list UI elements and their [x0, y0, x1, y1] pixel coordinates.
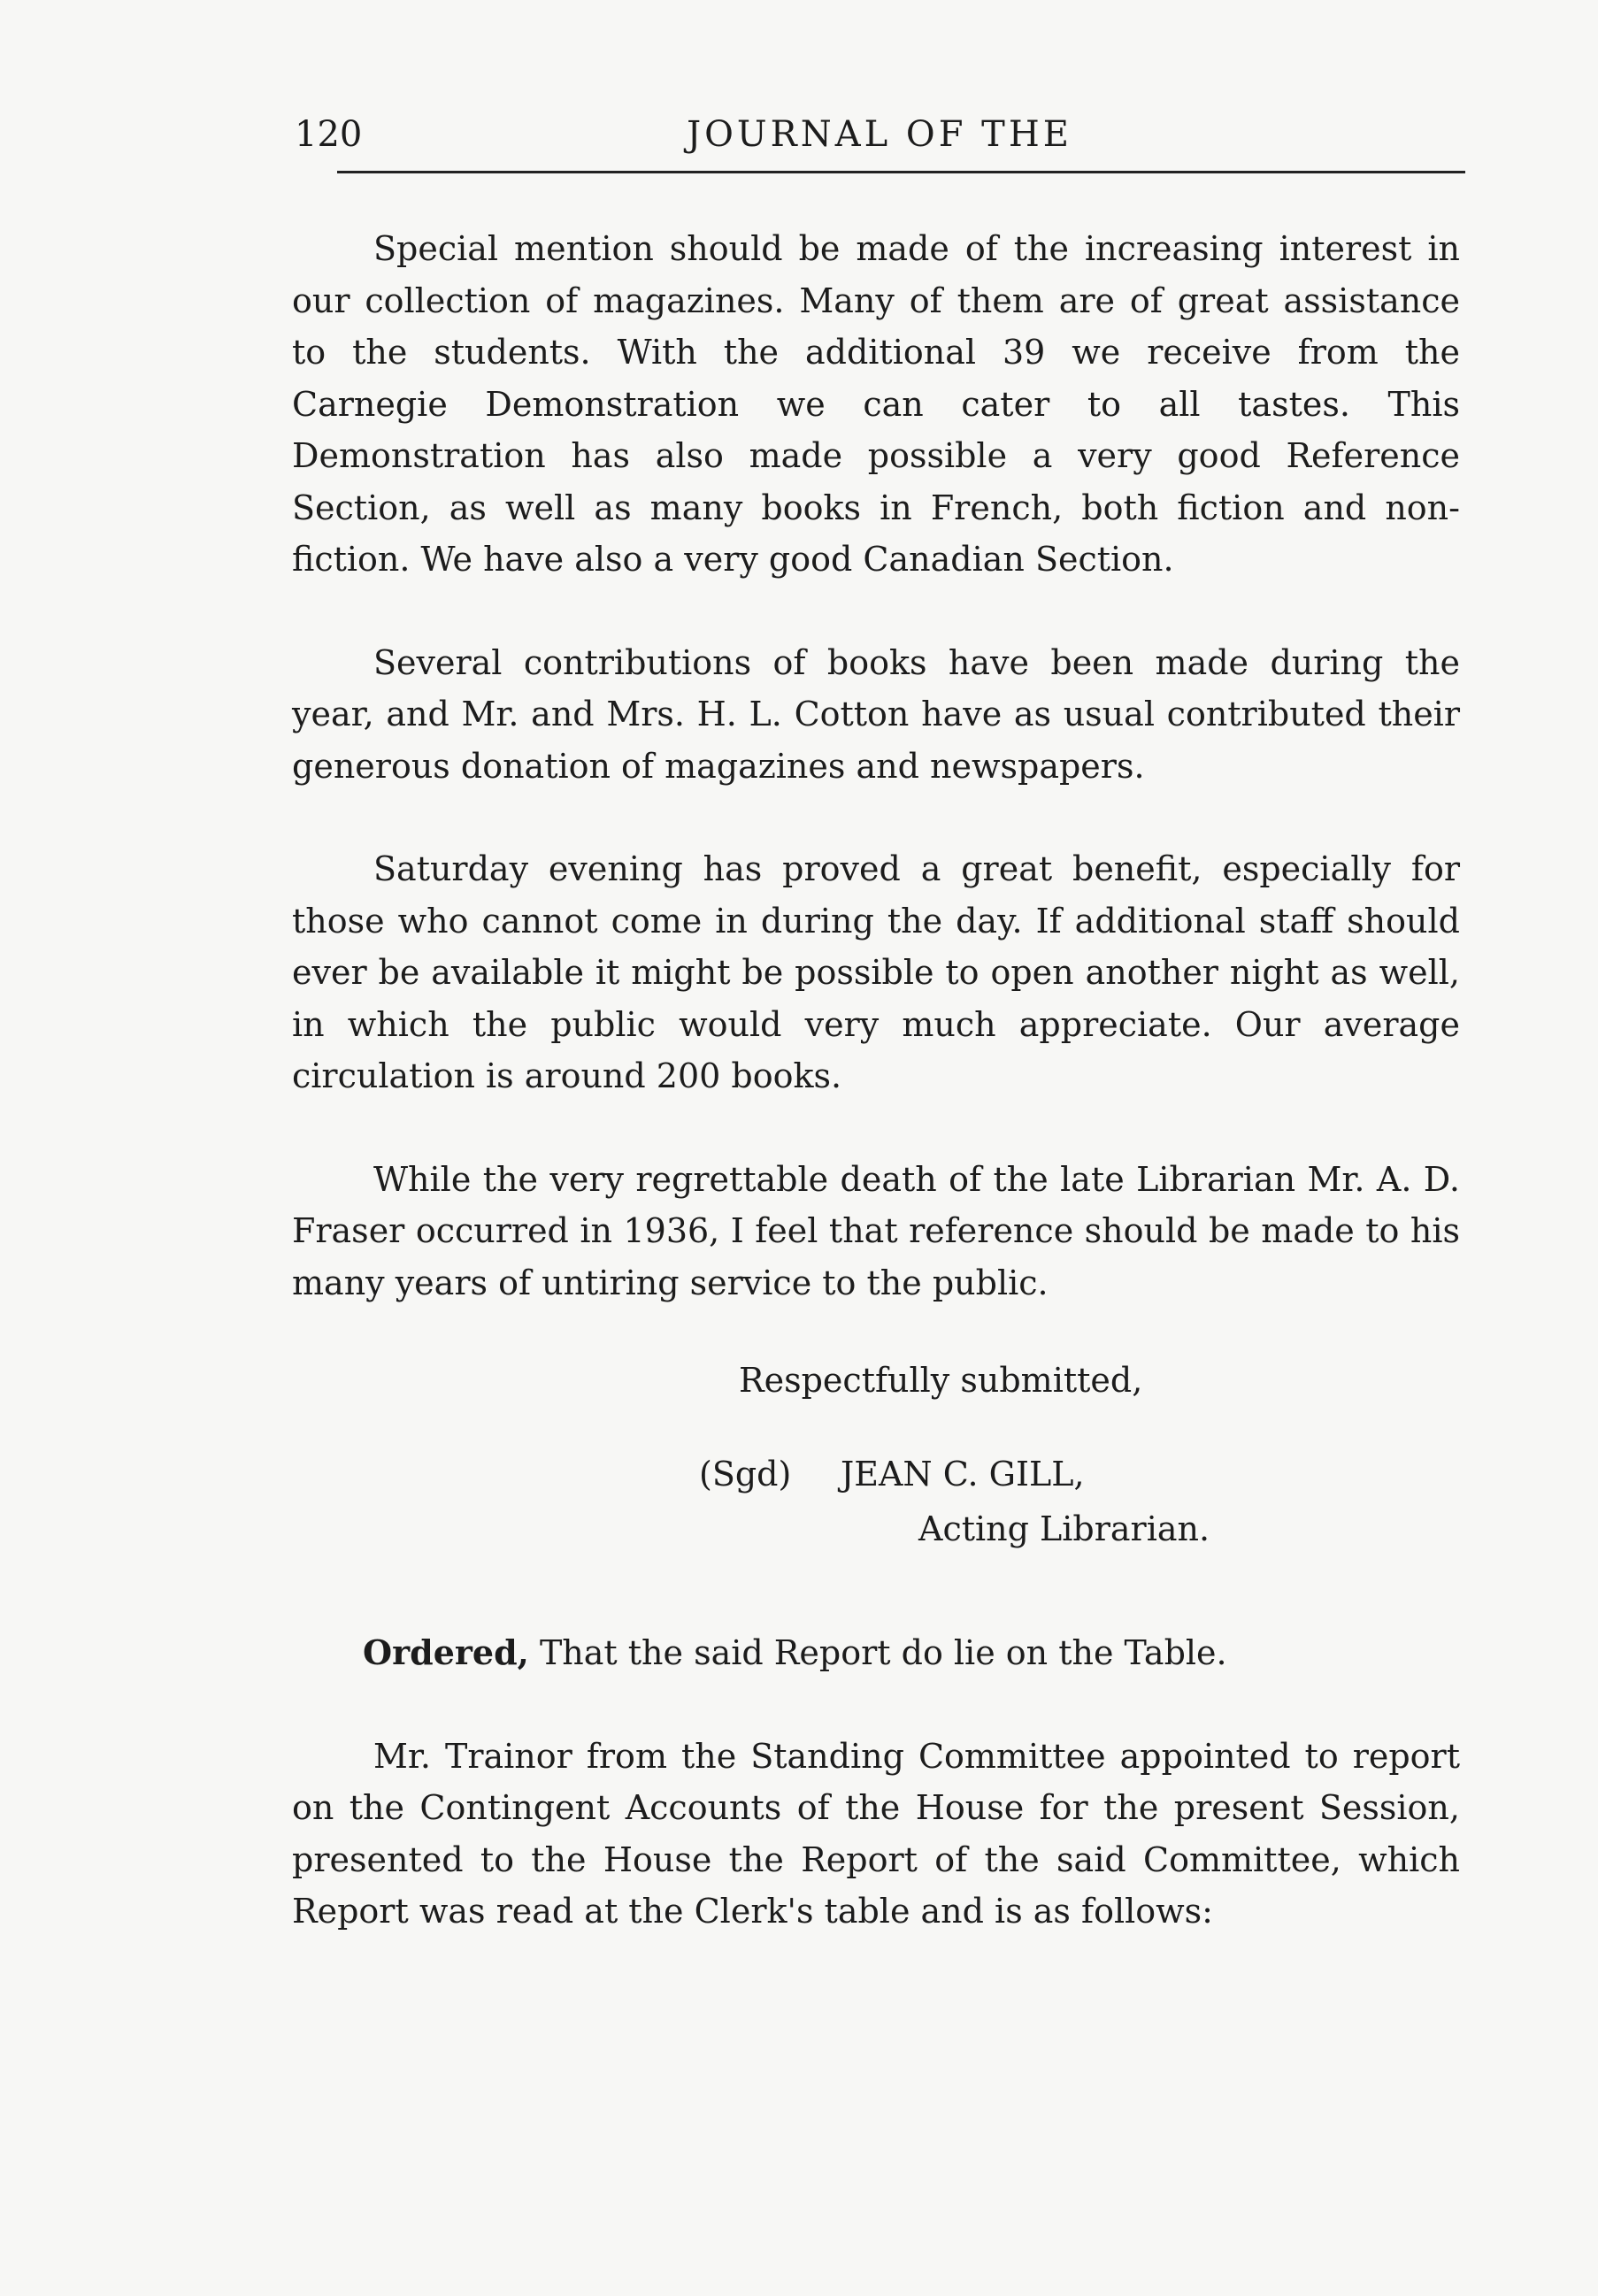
page-header	[295, 108, 1464, 179]
paragraph-trainor-report: Mr. Trainor from the Standing Committee appointed to report on the Contingent Accounts of the House for the present Session, presented to the House the Report of the said Committee, which Report was read at the Clerk's table and is as follows:	[292, 1736, 1460, 1931]
signature-sgd: (Sgd)	[699, 1455, 792, 1494]
running-head: JOURNAL OF THE	[687, 114, 1072, 155]
header-rule	[337, 171, 1465, 173]
page-number: 120	[295, 114, 363, 155]
ordered-lead: Ordered,	[363, 1632, 529, 1672]
ordered-text: That the said Report do lie on the Table.	[528, 1633, 1227, 1672]
paragraph-saturday-evening: Saturday evening has proved a great benefit, especially for those who cannot come in during the day. If additional staff should ever be available it might be possible to open another night as well, in which the public would very much appreciate. Our average circulation is around 200 books.	[292, 849, 1460, 1095]
signature-block	[292, 1355, 1460, 1592]
body-text	[292, 223, 1460, 1989]
signature-title: Acting Librarian.	[918, 1509, 1210, 1548]
ordered-line	[292, 1627, 1460, 1679]
signature-closing: Respectfully submitted,	[739, 1361, 1143, 1400]
paragraph-magazines: Special mention should be made of the increasing interest in our collection of magazines. Many of them are of great assistance to the students. With the additional 39 we receive from the Carnegie Demonstration we can cater to all tastes. This Demonstration has also made possible a very good Reference Section, as well as many books in French, both fiction and non-fiction. We have also a very good Canadian Section.	[292, 229, 1460, 579]
signature-name: JEAN C. GILL,	[841, 1455, 1085, 1494]
paragraph-contributions: Several contributions of books have been made during the year, and Mr. and Mrs. H. L. Cotton have as usual contributed their generous donation of magazines and newspapers.	[292, 642, 1460, 786]
paragraph-librarian-death: While the very regrettable death of the late Librarian Mr. A. D. Fraser occurred in 1936, I feel that reference should be made to his many years of untiring service to the public.	[292, 1159, 1460, 1302]
